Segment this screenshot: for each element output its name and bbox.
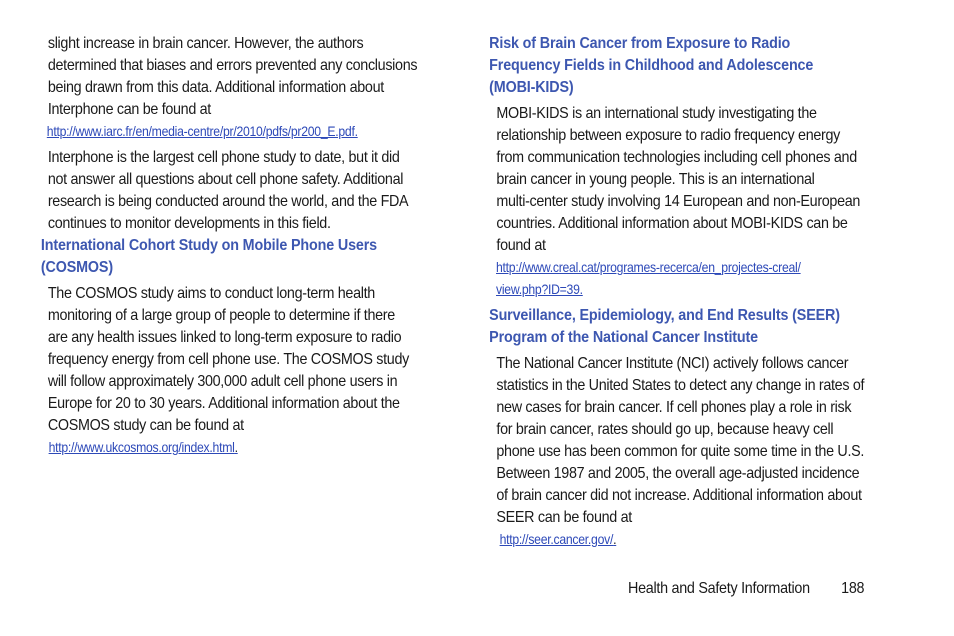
mobi-kids-link[interactable]: http://www.creal.cat/programes-recerca/en_projectes-creal/ view.php?ID=39.: [496, 260, 801, 297]
seer-paragraph: The National Cancer Institute (NCI) actively follows cancer statistics in the United States to detect any change in rates of new cases for brain cancer. If cell phones play a role in risk for brain cancer, rates should go up, because heavy cell phone use has been common for quite some time in the U.S. Between 1987 and 2005, the overall age-adjusted incidence of brain cancer did not increase. Additional information about SEER can be found at: [496, 355, 865, 526]
cosmos-heading: International Cohort Study on Mobile Phone Users (COSMOS): [40, 237, 377, 276]
interphone-paragraph-end: slight increase in brain cancer. However, the authors determined that biases and errors prevented any conclusions being drawn from this data. Additional information about Interphone can be found at: [47, 35, 418, 118]
left-column: [0, 33, 470, 459]
seer-link[interactable]: http://seer.cancer.gov/: [499, 532, 614, 547]
cosmos-link-line: http://www.ukcosmos.org/index.html.: [48, 440, 238, 455]
cosmos-paragraph: The COSMOS study aims to conduct long-term health monitoring of a large group of people to determine if there are any health issues linked to long-term exposure to radio frequency energy from cell phone use. The COSMOS study will follow approximately 300,000 adult cell phone users in Europe for 20 to 30 years. Additional information about the COSMOS study can be found at: [47, 285, 409, 434]
page-footer: [628, 578, 864, 600]
cosmos-link[interactable]: http://www.ukcosmos.org/index.html: [48, 440, 235, 455]
seer-heading: Surveillance, Epidemiology, and End Results (SEER) Program of the National Cancer Institute: [489, 307, 840, 346]
seer-link-line: http://seer.cancer.gov/.: [499, 532, 617, 547]
footer-section-title: Health and Safety Information: [628, 580, 810, 597]
interphone-summary-paragraph: Interphone is the largest cell phone study to date, but it did not answer all questions about cell phone safety. Additional research is being conducted around the world, and the FDA continues to monitor developments in this field.: [47, 149, 409, 232]
mobi-kids-paragraph: MOBI-KIDS is an international study investigating the relationship between exposure to radio frequency energy from communication technologies including cell phones and brain cancer in young people. This is an international multi-center study involving 14 European and non-European countries. Additional information about MOBI-KIDS can be found at: [496, 105, 861, 254]
iarc-link[interactable]: http://www.iarc.fr/en/media-centre/pr/2010/pdfs/pr200_E.pdf.: [46, 124, 358, 139]
right-column: [478, 33, 908, 551]
mobi-kids-heading: Risk of Brain Cancer from Exposure to Radio Frequency Fields in Childhood and Adolescence (MOBI-KIDS): [489, 35, 814, 96]
page-number: 188: [841, 580, 865, 597]
